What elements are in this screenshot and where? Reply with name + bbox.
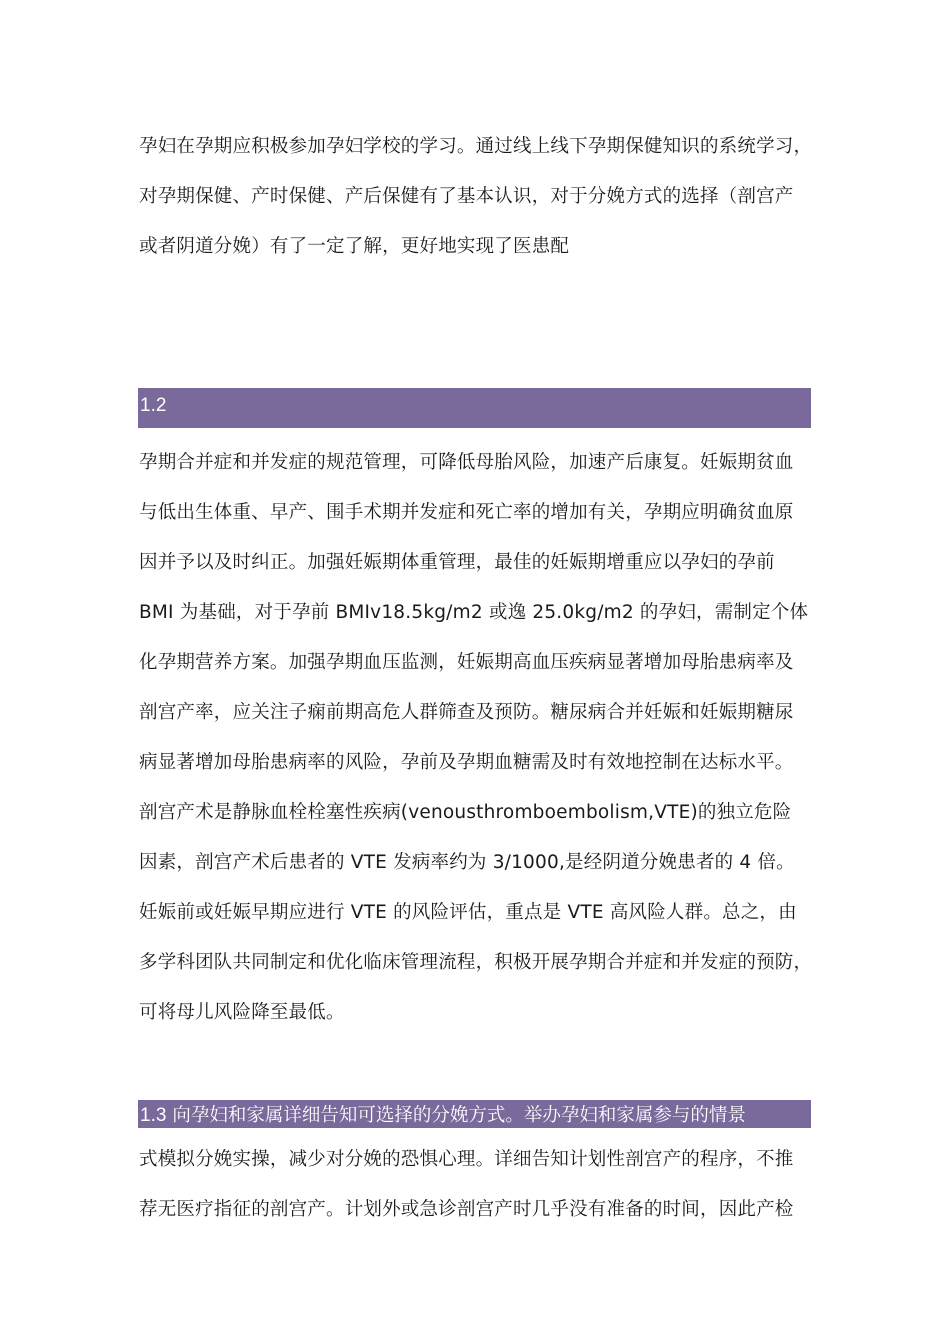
paragraph-line: 化孕期营养方案。加强孕期血压监测，妊娠期高血压疾病显著增加母胎患病率及 xyxy=(139,652,794,673)
paragraph-line: 或者阴道分娩）有了一定了解，更好地实现了医患配 xyxy=(139,236,570,257)
paragraph-line: 式模拟分娩实操，减少对分娩的恐惧心理。详细告知计划性剖宫产的程序，不推 xyxy=(139,1149,794,1170)
paragraph-line: 对孕期保健、产时保健、产后保健有了基本认识，对于分娩方式的选择（剖宫产 xyxy=(139,186,794,207)
section-number: 1.2 xyxy=(140,395,167,416)
section-heading-lead: 向孕妇和家属详细告知可选择的分娩方式。举办孕妇和家属参与的情景 xyxy=(172,1105,746,1126)
section-heading-band xyxy=(138,1100,811,1128)
section-heading-band xyxy=(138,388,811,428)
paragraph-line: 因素，剖宫产术后患者的 VTE 发病率约为 3/1000,是经阴道分娩患者的 4 倍。 xyxy=(139,852,795,873)
section-1-2-paragraph xyxy=(139,438,819,1038)
paragraph-line: 病显著增加母胎患病率的风险，孕前及孕期血糖需及时有效地控制在达标水平。 xyxy=(139,752,794,773)
paragraph-line: 因并予以及时纠正。加强妊娠期体重管理，最佳的妊娠期增重应以孕妇的孕前 xyxy=(139,552,775,573)
intro-paragraph xyxy=(139,122,819,272)
paragraph-line: 与低出生体重、早产、围手术期并发症和死亡率的增加有关，孕期应明确贫血原 xyxy=(139,502,794,523)
paragraph-line: 孕妇在孕期应积极参加孕妇学校的学习。通过线上线下孕期保健知识的系统学习， xyxy=(139,136,813,157)
paragraph-line: 荐无医疗指征的剖宫产。计划外或急诊剖宫产时几乎没有准备的时间，因此产检 xyxy=(139,1199,794,1220)
paragraph-line: 孕期合并症和并发症的规范管理，可降低母胎风险，加速产后康复。妊娠期贫血 xyxy=(139,452,794,473)
paragraph-line: 剖宫产率，应关注子痫前期高危人群筛查及预防。糖尿病合并妊娠和妊娠期糖尿 xyxy=(139,702,794,723)
paragraph-line: BMI 为基础，对于孕前 BMIv18.5kg/m2 或逸 25.0kg/m2 的孕妇，需制定个体 xyxy=(139,602,809,623)
paragraph-line: 妊娠前或妊娠早期应进行 VTE 的风险评估，重点是 VTE 高风险人群。总之，由 xyxy=(139,902,797,923)
section-number: 1.3 xyxy=(140,1105,167,1126)
paragraph-line: 多学科团队共同制定和优化临床管理流程，积极开展孕期合并症和并发症的预防， xyxy=(139,952,813,973)
section-1-3-paragraph xyxy=(139,1135,819,1235)
section-heading-text xyxy=(140,1101,746,1127)
paragraph-line: 剖宫产术是静脉血栓栓塞性疾病(venousthromboembolism,VTE)的独立危险 xyxy=(139,802,792,823)
paragraph-line: 可将母儿风险降至最低。 xyxy=(139,1002,345,1023)
